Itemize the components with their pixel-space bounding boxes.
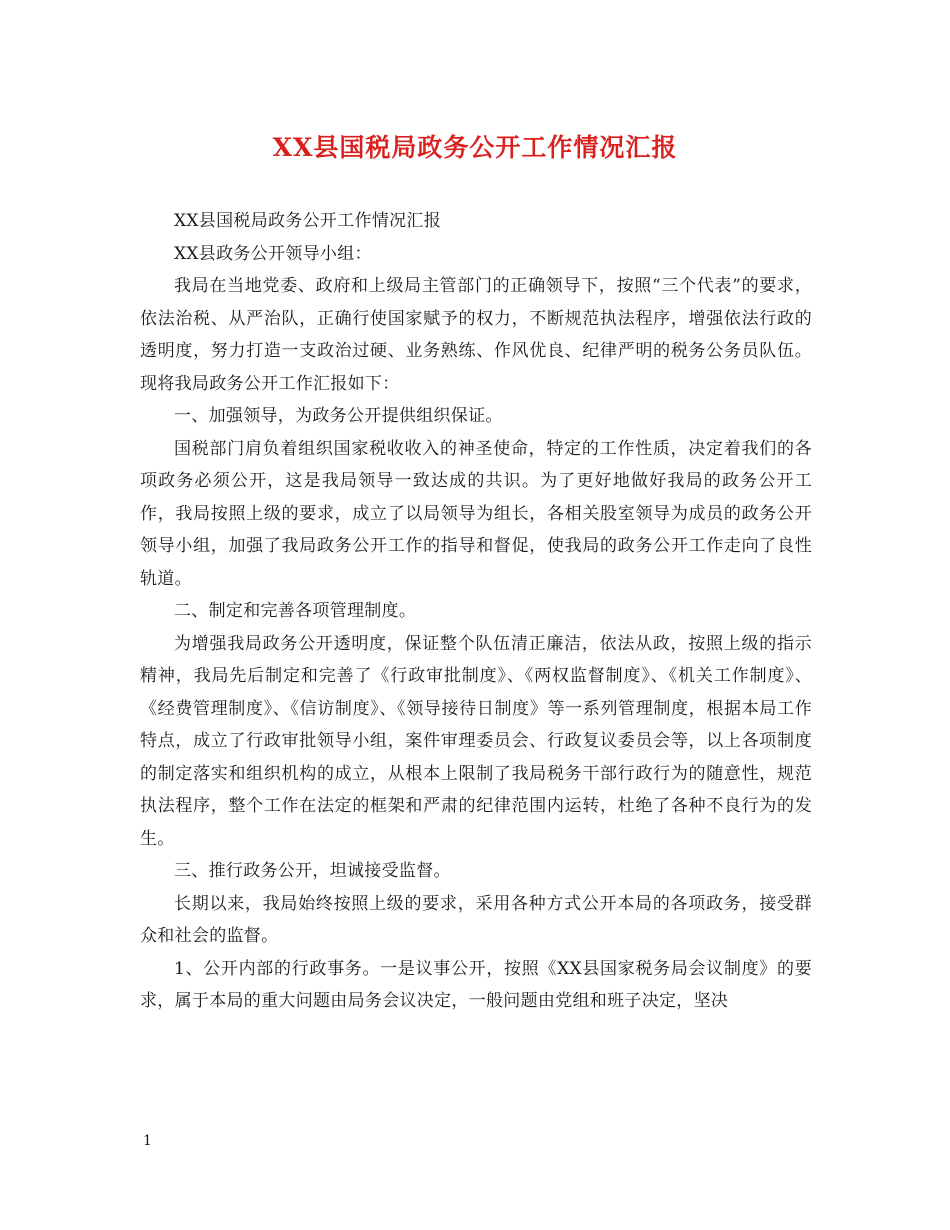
paragraph: XX县政务公开领导小组： [174, 243, 372, 264]
page-number: 1 [143, 1133, 152, 1149]
document-title: XX县国税局政务公开工作情况汇报 [272, 133, 678, 162]
section-heading: 三、推行政务公开，坦诚接受监督。 [174, 861, 451, 881]
document-body [140, 205, 812, 1018]
paragraph: 长期以来，我局始终按照上级的要求，采用各种方式公开本局的各项政务，接受群众和社会的监督。 [140, 893, 812, 946]
paragraph: 国税部门肩负着组织国家税收收入的神圣使命，特定的工作性质，决定着我们的各项政务必须公开，这是我局领导一致达成的共识。为了更好地做好我局的政务公开工作，我局按照上级的要求，成立了以局领导为组长，各相关股室领导为成员的政务公开领导小组，加强了我局政务公开工作的指导和督促，使我局的政务公开工作走向了良性轨道。 [140, 438, 812, 589]
paragraph: 1、公开内部的行政事务。一是议事公开，按照《XX县国家税务局会议制度》的要求，属于本局的重大问题由局务会议决定，一般问题由党组和班子决定，坚决 [140, 958, 812, 1011]
paragraph: XX县国税局政务公开工作情况汇报 [174, 211, 442, 231]
paragraph: 我局在当地党委、政府和上级局主管部门的正确领导下，按照“三个代表”的要求，依法治税、从严治队，正确行使国家赋予的权力，不断规范执法程序，增强依法行政的透明度，努力打造一支政治过硬、业务熟练、作风优良、纪律严明的税务公务员队伍。现将我局政务公开工作汇报如下： [140, 276, 812, 394]
section-heading: 一、加强领导，为政务公开提供组织保证。 [174, 406, 503, 426]
section-heading: 二、制定和完善各项管理制度。 [174, 601, 417, 621]
paragraph: 为增强我局政务公开透明度，保证整个队伍清正廉洁，依法从政，按照上级的指示精神，我局先后制定和完善了《行政审批制度》、《两权监督制度》、《机关工作制度》、《经费管理制度》、《信访制度》、《领导接待日制度》等一系列管理制度，根据本局工作特点，成立了行政审批领导小组，案件审理委员会、行政复议委员会等，以上各项制度的制定落实和组织机构的成立，从根本上限制了我局税务干部行政行为的随意性，规范执法程序，整个工作在法定的框架和严肃的纪律范围内运转，杜绝了各种不良行为的发生。 [140, 633, 812, 849]
